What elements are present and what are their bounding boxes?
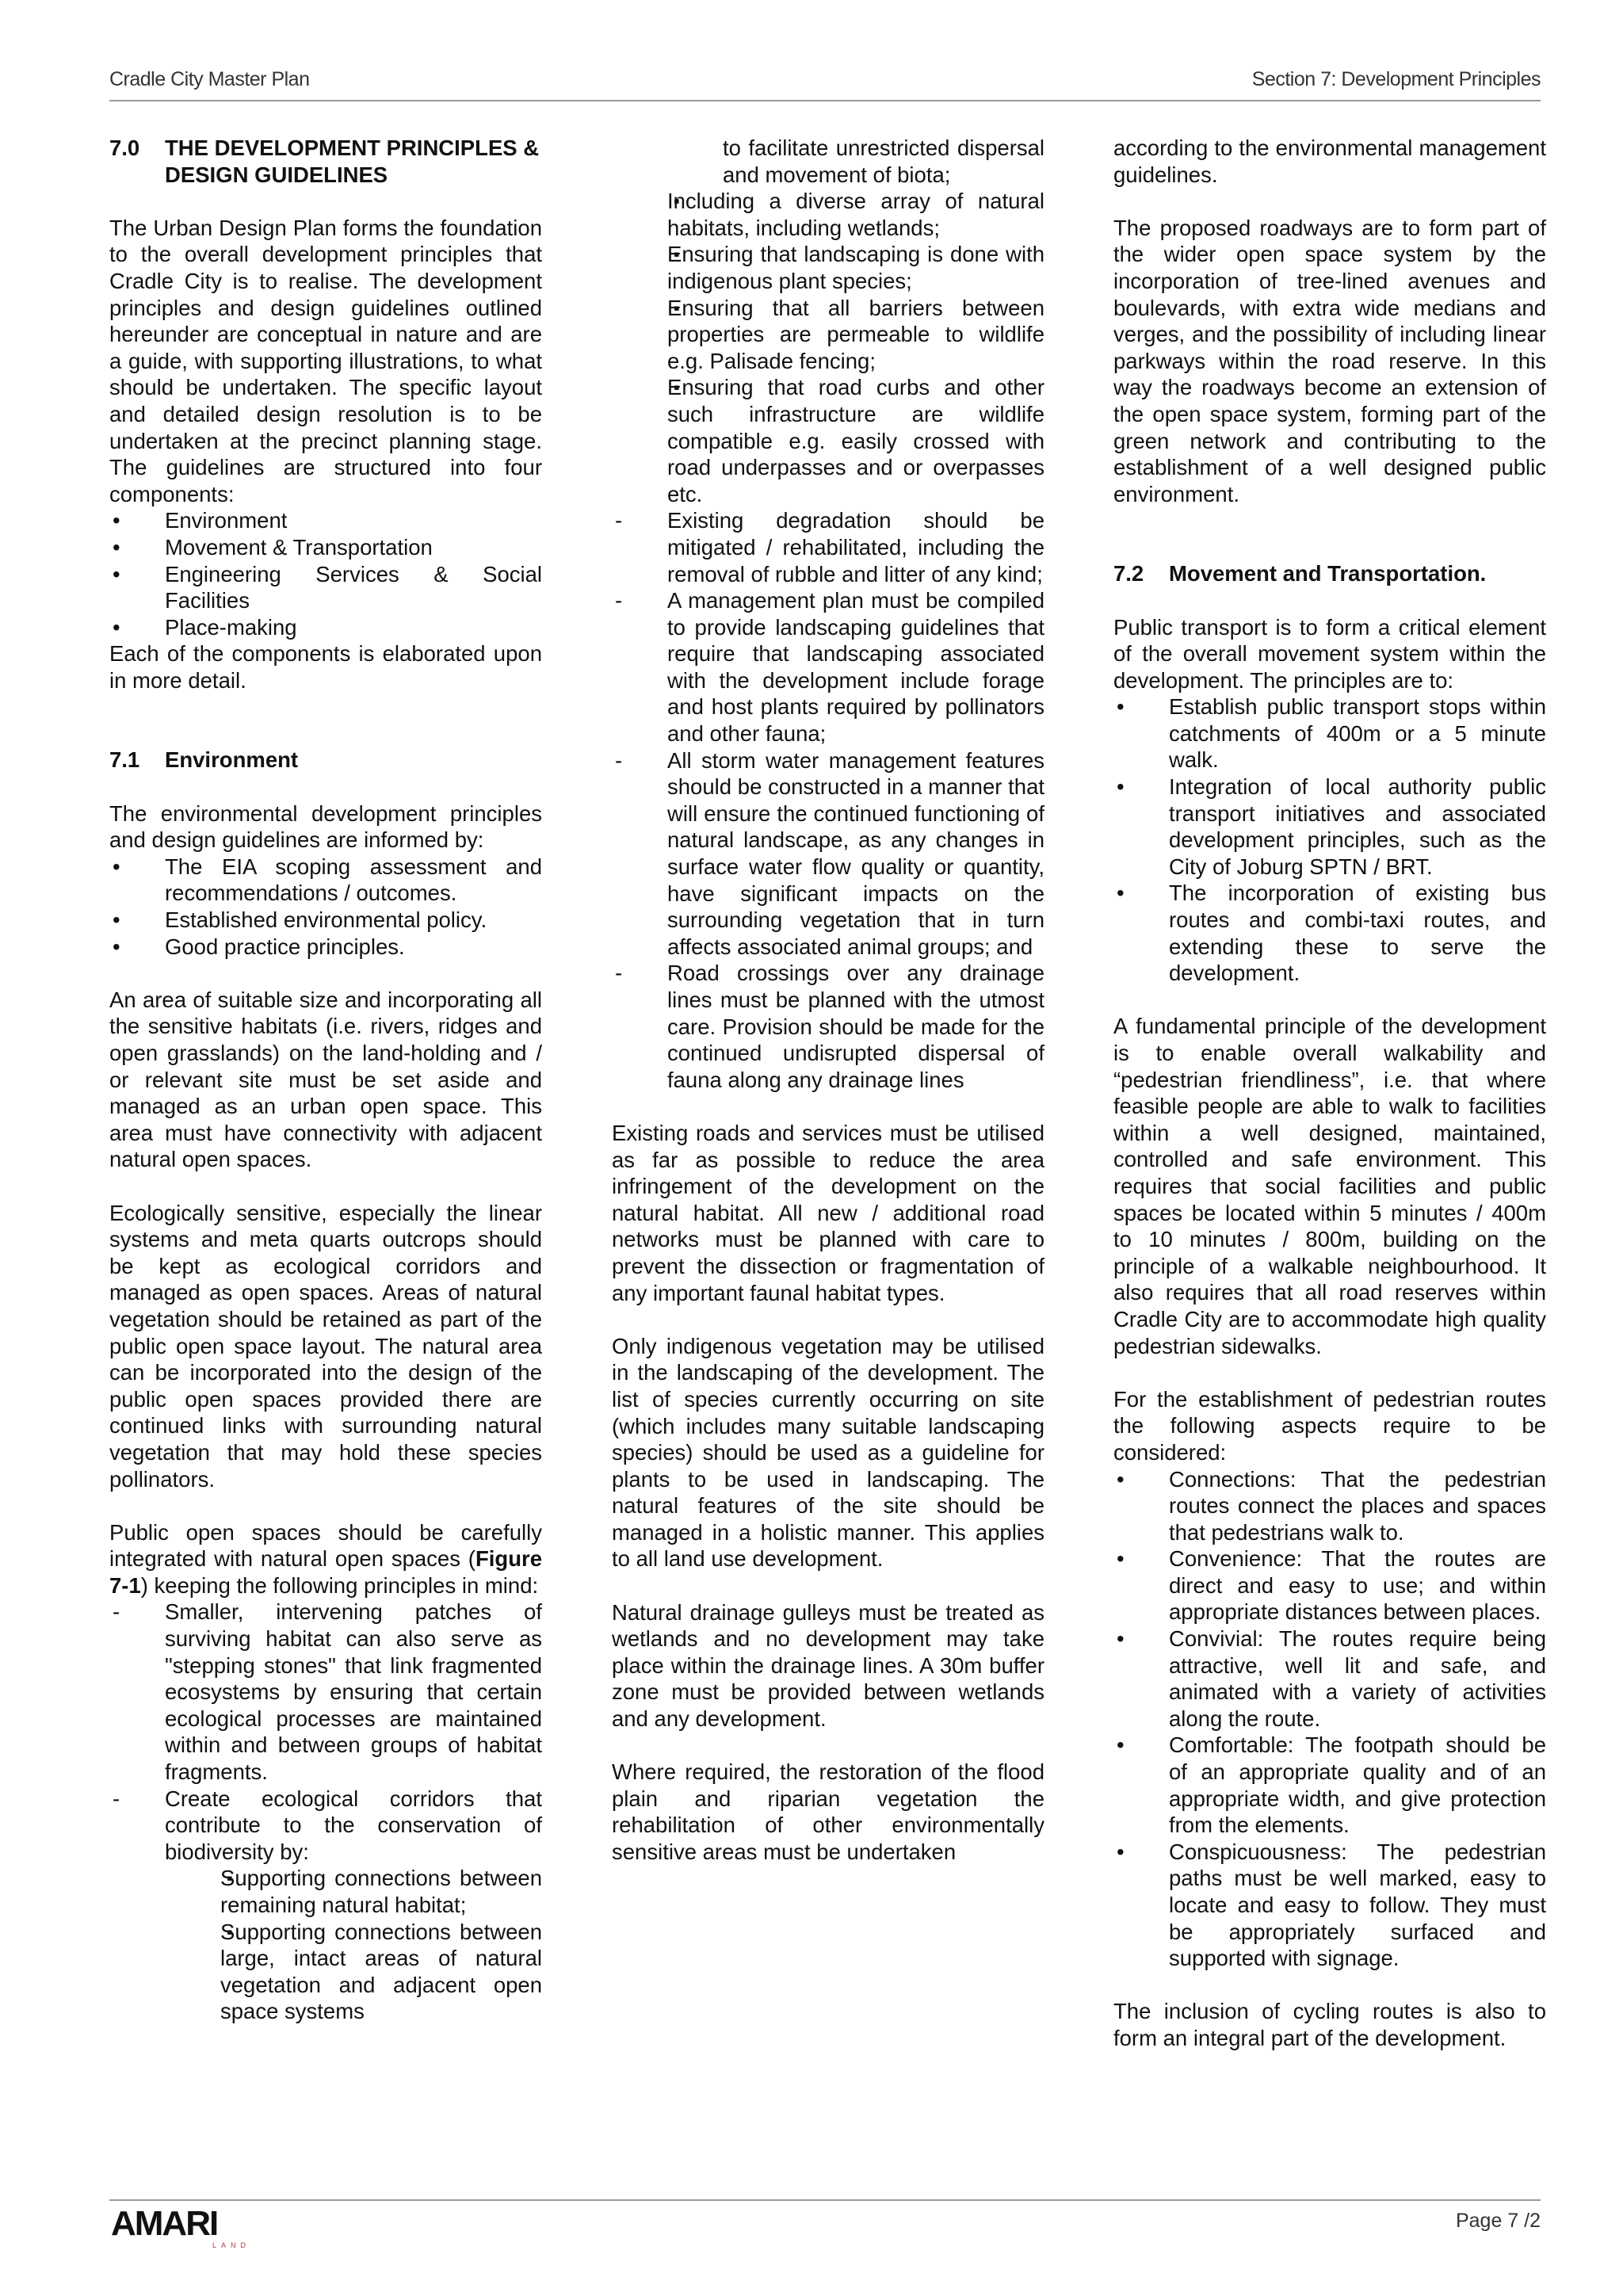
- header-section-title: Section 7: Development Principles: [1251, 68, 1541, 90]
- paragraph: Public transport is to form a critical element of the overall movement system within the development. The principles are to:: [1113, 614, 1546, 693]
- paragraph: Only indigenous vegetation may be utilised in the landscaping of the development. The list of species currently occurring on site (which includes many suitable landscaping species) should be used as a guideline for plants to be used in landscaping. The natural features of the site should be managed in a holistic manner. This applies to all land use development.: [612, 1333, 1044, 1572]
- heading-7-0: [109, 135, 542, 188]
- paragraph: An area of suitable size and incorporating all the sensitive habitats (i.e. rivers, ridges and open grasslands) on the land-holding and / or relevant site must be set aside and managed as an urban open space. This area must have connectivity with adjacent natural open spaces.: [109, 987, 542, 1172]
- list-item: ▪ Ensuring that road curbs and other such infrastructure are wildlife compatible e.g. easily crossed with road underpasses and or overpasses etc.: [612, 374, 1044, 507]
- paragraph: The proposed roadways are to form part of the wider open space system by the incorporation of tree-lined avenues and boulevards, with extra wide medians and verges, and the possibility of including linear parkways within the road reserve. In this way the roadways become an extension of the open space system, forming part of the green network and contributing to the establishment of a well designed public environment.: [1113, 215, 1546, 506]
- heading-title: Movement and Transportation.: [1169, 561, 1487, 586]
- paragraph: Ecologically sensitive, especially the linear systems and meta quarts outcrops should be kept as ecological corridors and managed as open spaces. Areas of natural vegetation should be retained as part of the public open space layout. The natural area can be incorporated into the design of the public open spaces provided there are continued links with surrounding natural vegetation that may hold these species pollinators.: [109, 1200, 542, 1492]
- heading-number: 7.2: [1113, 561, 1144, 586]
- paragraph: Each of the components is elaborated upon in more detail.: [109, 641, 542, 693]
- components-list: [109, 507, 542, 640]
- corridor-list: [612, 188, 1044, 507]
- column-2: [612, 135, 1044, 1892]
- list-item: - Road crossings over any drainage lines must be planned with the utmost care. Provision should be made for the continued undisrupted dispersal of fauna along any drainage lines: [612, 960, 1044, 1093]
- list-item: ▪ Ensuring that landscaping is done with indigenous plant species;: [612, 241, 1044, 294]
- list-item: • Conspicuousness: The pedestrian paths must be well marked, easy to locate and easy to follow. They must be appropriately surfaced and supported with signage.: [1113, 1839, 1546, 1972]
- list-item: • Connections: That the pedestrian routes connect the places and spaces that pedestrians walk to.: [1113, 1466, 1546, 1546]
- list-item: - All storm water management features should be constructed in a manner that will ensure the continued functioning of natural landscape, as any changes in surface water flow quality or quantity, have significant impacts on the surrounding vegetation that in turn affects associated animal groups; and: [612, 747, 1044, 961]
- paragraph-continued: according to the environmental management guidelines.: [1113, 136, 1546, 187]
- header-document-title: Cradle City Master Plan: [109, 68, 310, 90]
- list-item: - Existing degradation should be mitigated / rehabilitated, including the removal of rubble and litter of any kind;: [612, 507, 1044, 587]
- paragraph: Where required, the restoration of the flood plain and riparian vegetation the rehabilitation of other environmentally sensitive areas must be undertaken: [612, 1759, 1044, 1864]
- list-item: • Integration of local authority public transport initiatives and associated development principles, such as the City of Joburg SPTN / BRT.: [1113, 774, 1546, 880]
- paragraph: For the establishment of pedestrian routes the following aspects require to be considered:: [1113, 1386, 1546, 1465]
- column-3: [1113, 135, 1546, 2078]
- heading-number: 7.0: [109, 136, 140, 160]
- paragraph: The inclusion of cycling routes is also to form an integral part of the development.: [1113, 1999, 1546, 2050]
- list-item: • Movement & Transportation: [109, 534, 542, 561]
- principles-list: [109, 1599, 542, 2025]
- heading-title: Environment: [165, 747, 299, 773]
- list-item: - A management plan must be compiled to provide landscaping guidelines that require that landscaping associated with the development include forage and host plants required by pollinators and other fauna;: [612, 587, 1044, 747]
- list-item: - Smaller, intervening patches of surviving habitat can also serve as "stepping stones" that link fragmented ecosystems by ensuring that certain ecological processes are maintained within and between groups of habitat fragments.: [109, 1599, 542, 1785]
- list-item: ▪ Ensuring that all barriers between properties are permeable to wildlife e.g. Palisade fencing;: [612, 295, 1044, 375]
- heading-title: THE DEVELOPMENT PRINCIPLES & DESIGN GUIDELINES: [165, 136, 540, 187]
- list-item: • Convenience: That the routes are direct and easy to use; and within appropriate distances between places.: [1113, 1545, 1546, 1626]
- paragraph: The environmental development principles and design guidelines are informed by:: [109, 800, 542, 853]
- list-item: ▪ Including a diverse array of natural habitats, including wetlands;: [612, 188, 1044, 241]
- column-1: [109, 135, 542, 2025]
- list-item: ▪ Supporting connections between remaining natural habitat;: [165, 1865, 542, 1918]
- list-item: • Convivial: The routes require being attractive, well lit and safe, and animated with a variety of activities along the route.: [1113, 1626, 1546, 1732]
- svg-text:AMARI: AMARI: [111, 2205, 218, 2243]
- svg-text:LAND: LAND: [212, 2241, 251, 2249]
- paragraph: A fundamental principle of the development is to enable overall walkability and “pedestrian friendliness”, i.e. that where feasible people are able to walk to facilities within a well designed, maintained, controlled and safe environment. This requires that social facilities and public spaces be located within 5 minutes / 400m to 10 minutes / 800m, building on the principle of a walkable neighbourhood. It also requires that all road reserves within Cradle City are to accommodate high quality pedestrian sidewalks.: [1113, 1014, 1546, 1358]
- heading-7-2: [1113, 560, 1546, 587]
- list-item: • Environment: [109, 507, 542, 534]
- sub-list: [165, 1865, 542, 2025]
- informed-by-list: [109, 854, 542, 960]
- list-item: - Create ecological corridors that contribute to the conservation of biodiversity by: ▪ Supporting connections between remaining natural habitat; ▪ Supporting connections between large, intact areas of natural vegetation and adjacent open space systems: [109, 1786, 542, 2025]
- paragraph: Existing roads and services must be utilised as far as possible to reduce the area infringement of the development on the natural habitat. All new / additional road networks must be planned with care to prevent the dissection or fragmentation of any important faunal habitat types.: [612, 1120, 1044, 1305]
- list-item: ▪ Supporting connections between large, intact areas of natural vegetation and adjacent open space systems: [165, 1919, 542, 2025]
- pedestrian-list: [1113, 1466, 1546, 1972]
- paragraph: Natural drainage gulleys must be treated as wetlands and no development may take place within the drainage lines. A 30m buffer zone must be provided between wetlands and any development.: [612, 1599, 1044, 1732]
- amari-land-logo: [111, 2205, 269, 2249]
- paragraph: The Urban Design Plan forms the foundation to the overall development principles that Cradle City is to realise. The development principles and design guidelines outlined hereunder are conceptual in nature and are a guide, with supporting illustrations, to what should be undertaken. The specific layout and detailed design resolution is to be undertaken at the precinct planning stage. The guidelines are structured into four components:: [109, 215, 542, 506]
- paragraph-figure-reference: Public open spaces should be carefully integrated with natural open spaces (Figure 7-1) keeping the following principles in mind:: [109, 1519, 542, 1598]
- list-item: • Good practice principles.: [109, 934, 542, 961]
- list-item: • The EIA scoping assessment and recommendations / outcomes.: [109, 854, 542, 907]
- list-item: • Comfortable: The footpath should be of an appropriate quality and of an appropriate width, and give protection from the elements.: [1113, 1732, 1546, 1838]
- footer-divider: [109, 2199, 1541, 2201]
- list-item: • Established environmental policy.: [109, 907, 542, 934]
- transport-list: [1113, 693, 1546, 987]
- page-header: [109, 68, 1541, 101]
- list-item-continued: to facilitate unrestricted dispersal and movement of biota;: [723, 136, 1044, 187]
- guidelines-list: [612, 507, 1044, 1093]
- page-number: Page 7 /2: [1455, 2210, 1541, 2232]
- list-item: • Engineering Services & Social Facilities: [109, 561, 542, 614]
- heading-7-1: [109, 747, 542, 774]
- corridor-sub-list: [612, 135, 1044, 188]
- heading-number: 7.1: [109, 747, 140, 773]
- figure-reference: Figure 7-1: [109, 1546, 542, 1598]
- list-item: • The incorporation of existing bus routes and combi-taxi routes, and extending these to serve the development.: [1113, 880, 1546, 986]
- list-item: • Establish public transport stops within catchments of 400m or a 5 minute walk.: [1113, 693, 1546, 774]
- list-item: • Place-making: [109, 614, 542, 641]
